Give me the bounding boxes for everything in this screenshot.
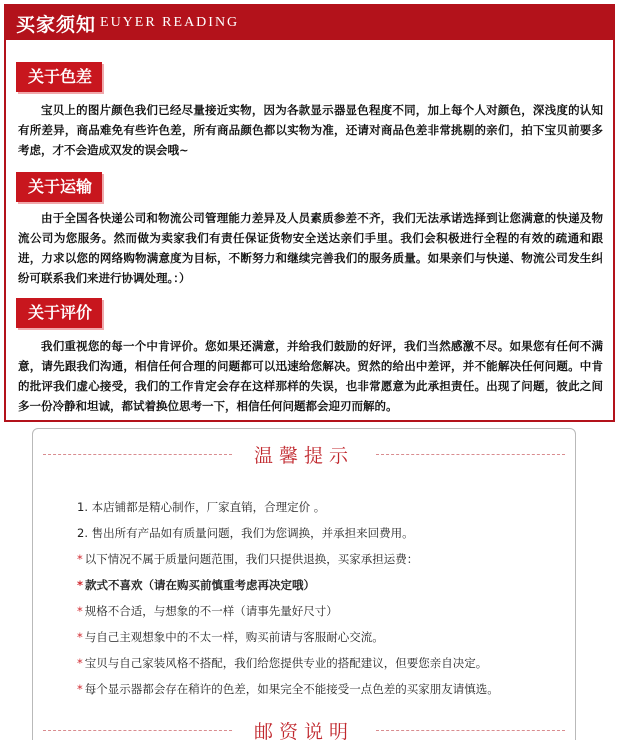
tip-text: 宝贝与自己家装风格不搭配，我们给您提供专业的搭配建议，但要您亲自决定。 (84, 656, 488, 670)
notice-title: 买家须知 (16, 13, 97, 36)
notice-header (6, 6, 613, 40)
tips-title-row (43, 441, 565, 468)
tip-item (77, 551, 567, 567)
tip-text: 2. 售出所有产品如有质量问题，我们为您调换，并承担来回费用。 (77, 526, 414, 540)
section-text: 由于全国各快递公司和物流公司管理能力差异及人员素质参差不齐，我们无法承诺选择到让您满意的快递及物流公司为您服务。然而做为卖家我们有责任保证货物安全送达亲们手里。我们会积极进行全程的有效的疏通和跟进，力求以您的网络购物满意度为目标，不断努力和继续完善我们的服务质量。如果亲们与快递、物流公司发生纠纷可联系我们来进行协调处理。：） (18, 211, 603, 285)
section-text: 宝贝上的图片颜色我们已经尽量接近实物，因为各款显示器显色程度不同，加上每个人对颜色，深浅度的认知有所差异，商品难免有些许色差，所有商品颜色都以实物为准，还请对商品色差非常挑剔的亲们，拍下宝贝前要多考虑，才不会造成双发的误会哦~ (18, 103, 603, 157)
asterisk-icon: * (77, 630, 83, 644)
notice-subtitle: EUYER READING (100, 15, 240, 30)
asterisk-icon: * (77, 682, 83, 696)
tip-text: 以下情况不属于质量问题范围，我们只提供退换，买家承担运费： (84, 552, 419, 566)
tip-item (77, 629, 567, 645)
divider (376, 730, 565, 731)
asterisk-icon: * (77, 578, 84, 592)
tip-item (77, 499, 567, 515)
divider (43, 730, 232, 731)
tip-item (77, 577, 567, 593)
tip-item (77, 655, 567, 671)
postage-title-row (43, 717, 565, 740)
tip-text: 每个显示器都会存在稍许的色差，如果完全不能接受一点色差的买家朋友请慎选。 (84, 682, 499, 696)
divider (43, 454, 232, 455)
asterisk-icon: * (77, 656, 83, 670)
asterisk-icon: * (77, 604, 83, 618)
tip-item (77, 681, 567, 697)
postage-title: 邮资说明 (254, 721, 355, 740)
buyer-notice-panel (4, 4, 615, 422)
section-label: 关于评价 (16, 298, 102, 328)
tip-item (77, 603, 567, 619)
section-label: 关于运输 (16, 172, 102, 202)
tip-text: 1. 本店铺都是精心制作，厂家直销，合理定价 。 (77, 500, 326, 514)
asterisk-icon: * (77, 552, 83, 566)
tip-text: 规格不合适，与想象的不一样（请事先量好尺寸） (84, 604, 338, 618)
warm-tips-panel (32, 428, 576, 740)
tip-text: 与自己主观想象中的不太一样，购买前请与客服耐心交流。 (84, 630, 384, 644)
section-text: 我们重视您的每一个中肯评价。您如果还满意，并给我们鼓励的好评，我们当然感激不尽。如果您有任何不满意，请先跟我们沟通，相信任何合理的问题都可以迅速给您解决。贸然的给出中差评，并不能解决任何问题。中肯的批评我们虚心接受，我们的工作肯定会存在这样那样的失误，也非常愿意为此承担责任。出现了问题，彼此之间多一份冷静和坦诚，都试着换位思考一下，相信任何问题都会迎刃而解的。 (18, 339, 603, 413)
tip-item (77, 525, 567, 541)
tip-text: 款式不喜欢（请在购买前慎重考虑再决定哦） (85, 578, 316, 592)
divider (376, 454, 565, 455)
tips-title: 温馨提示 (254, 445, 355, 467)
section-label: 关于色差 (16, 62, 102, 92)
